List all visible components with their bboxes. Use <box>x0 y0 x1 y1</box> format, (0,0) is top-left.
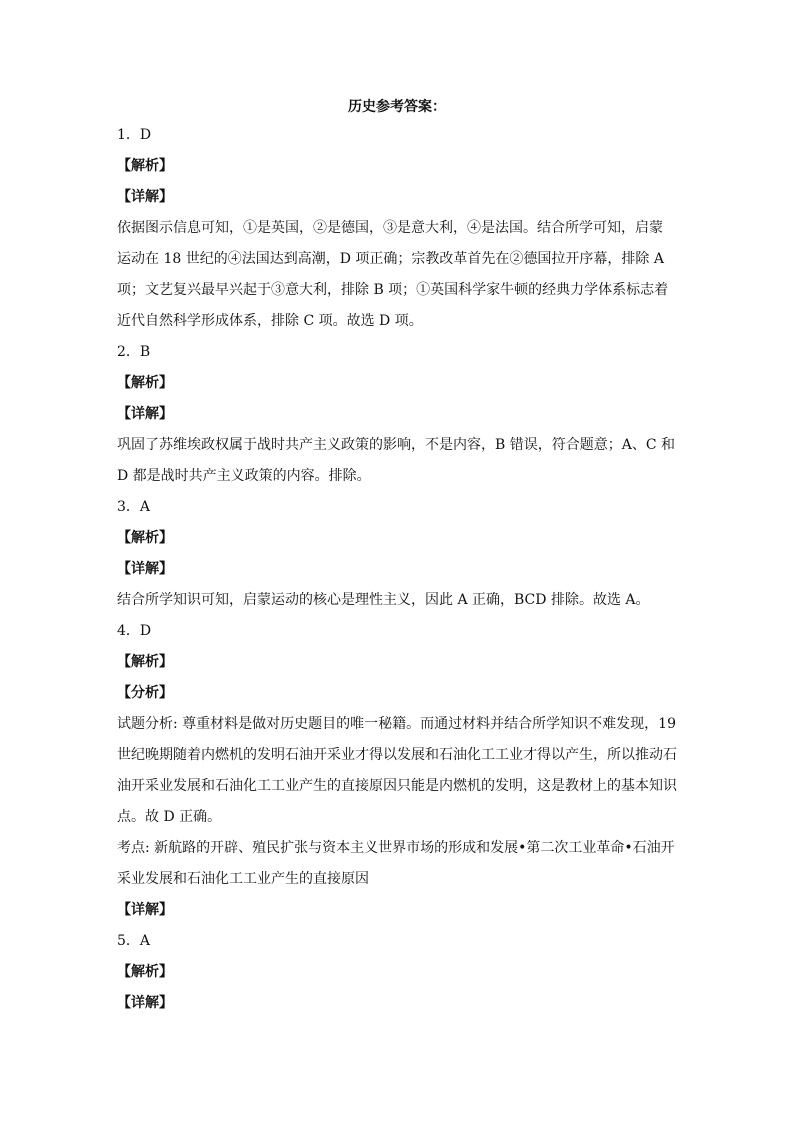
q1-number: 1．D <box>117 127 152 143</box>
q4-fenxi-label: 【分析】 <box>117 685 173 701</box>
page-title: 历史参考答案： <box>348 99 446 115</box>
q1-xiangjie-label: 【详解】 <box>117 189 173 205</box>
q1-text-line: 项；文艺复兴最早兴起于③意大利，排除 B 项；①英国科学家牛顿的经典力学体系标志着 <box>117 282 669 298</box>
q2-text-line: D 都是战时共产主义政策的内容。排除。 <box>117 468 371 484</box>
q1-jiexi-label: 【解析】 <box>117 158 173 174</box>
q4-kaodian-line: 考点: 新航路的开辟、殖民扩张与资本主义世界市场的形成和发展•第二次工业革命•石油开 <box>117 840 675 856</box>
q4-text-line: 世纪晚期随着内燃机的发明石油开采业才得以发展和石油化工工业才得以产生，所以推动石 <box>117 747 677 763</box>
q3-text-line: 结合所学知识可知，启蒙运动的核心是理性主义，因此 A 正确，BCD 排除。故选 A。 <box>117 592 650 608</box>
q4-jiexi-label: 【解析】 <box>117 654 173 670</box>
q2-xiangjie-label: 【详解】 <box>117 406 173 422</box>
q3-jiexi-label: 【解析】 <box>117 530 173 546</box>
q2-jiexi-label: 【解析】 <box>117 375 173 391</box>
q4-text-line: 油开采业发展和石油化工工业产生的直接原因只能是内燃机的发明，这是教材上的基本知识 <box>117 778 677 794</box>
q1-text-line: 近代自然科学形成体系，排除 C 项。故选 D 项。 <box>117 313 423 329</box>
answer-content <box>117 120 677 1019</box>
q3-number: 3．A <box>117 499 151 515</box>
q4-number: 4．D <box>117 623 152 639</box>
q5-xiangjie-label: 【详解】 <box>117 995 173 1011</box>
q4-xiangjie-label: 【详解】 <box>117 902 173 918</box>
q4-text-line: 试题分析: 尊重材料是做对历史题目的唯一秘籍。而通过材料并结合所学知识不难发现，19 <box>117 716 676 732</box>
q1-text-line: 依据图示信息可知，①是英国，②是德国，③是意大利，④是法国。结合所学可知，启蒙 <box>117 220 663 236</box>
q4-text-line: 点。故 D 正确。 <box>117 809 222 825</box>
q5-number: 5．A <box>117 933 151 949</box>
q5-jiexi-label: 【解析】 <box>117 964 173 980</box>
q1-text-line: 运动在 18 世纪的④法国达到高潮，D 项正确；宗教改革首先在②德国拉开序幕，排除 A <box>117 251 664 267</box>
q3-xiangjie-label: 【详解】 <box>117 561 173 577</box>
q4-kaodian-line: 采业发展和石油化工工业产生的直接原因 <box>117 871 369 887</box>
q2-text-line: 巩固了苏维埃政权属于战时共产主义政策的影响，不是内容，B 错误，符合题意；A、C 和 <box>117 437 676 453</box>
q2-number: 2．B <box>117 344 151 360</box>
